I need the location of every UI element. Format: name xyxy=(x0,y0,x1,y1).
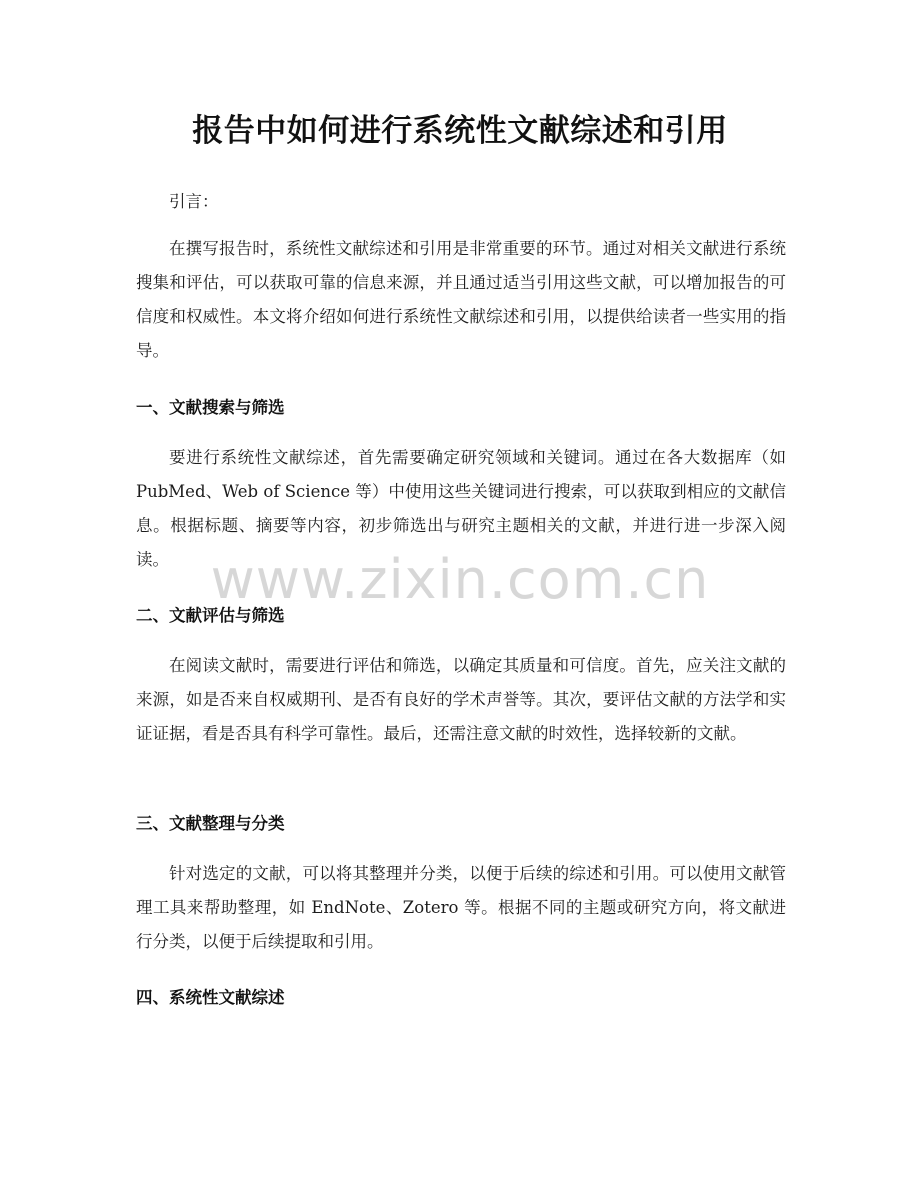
section-heading-organize: 三、文献整理与分类 xyxy=(136,814,285,833)
section-paragraph-search: 要进行系统性文献综述，首先需要确定研究领域和关键词。通过在各大数据库（如 PubMed、Web of Science 等）中使用这些关键词进行搜索，可以获取到相应的文献信息。根据标题、摘要等内容，初步筛选出与研究主题相关的文献，并进行进一步深入阅读。 xyxy=(136,448,786,569)
section-heading-review: 四、系统性文献综述 xyxy=(136,988,285,1007)
section-paragraph-evaluate: 在阅读文献时，需要进行评估和筛选，以确定其质量和可信度。首先，应关注文献的来源，如是否来自权威期刊、是否有良好的学术声誉等。其次，要评估文献的方法学和实证证据，看是否具有科学可靠性。最后，还需注意文献的时效性，选择较新的文献。 xyxy=(136,656,786,743)
intro-label: 引言： xyxy=(169,192,219,211)
section-paragraph-organize: 针对选定的文献，可以将其整理并分类，以便于后续的综述和引用。可以使用文献管理工具来帮助整理，如 EndNote、Zotero 等。根据不同的主题或研究方向，将文献进行分类，以便于后续提取和引用。 xyxy=(136,864,786,951)
intro-paragraph: 在撰写报告时，系统性文献综述和引用是非常重要的环节。通过对相关文献进行系统搜集和评估，可以获取可靠的信息来源，并且通过适当引用这些文献，可以增加报告的可信度和权威性。本文将介绍如何进行系统性文献综述和引用，以提供给读者一些实用的指导。 xyxy=(136,239,786,360)
section-heading-search: 一、文献搜索与筛选 xyxy=(136,398,285,417)
document-title: 报告中如何进行系统性文献综述和引用 xyxy=(192,113,728,149)
watermark: www.zixin.com.cn xyxy=(210,548,710,611)
section-heading-evaluate: 二、文献评估与筛选 xyxy=(136,606,285,625)
